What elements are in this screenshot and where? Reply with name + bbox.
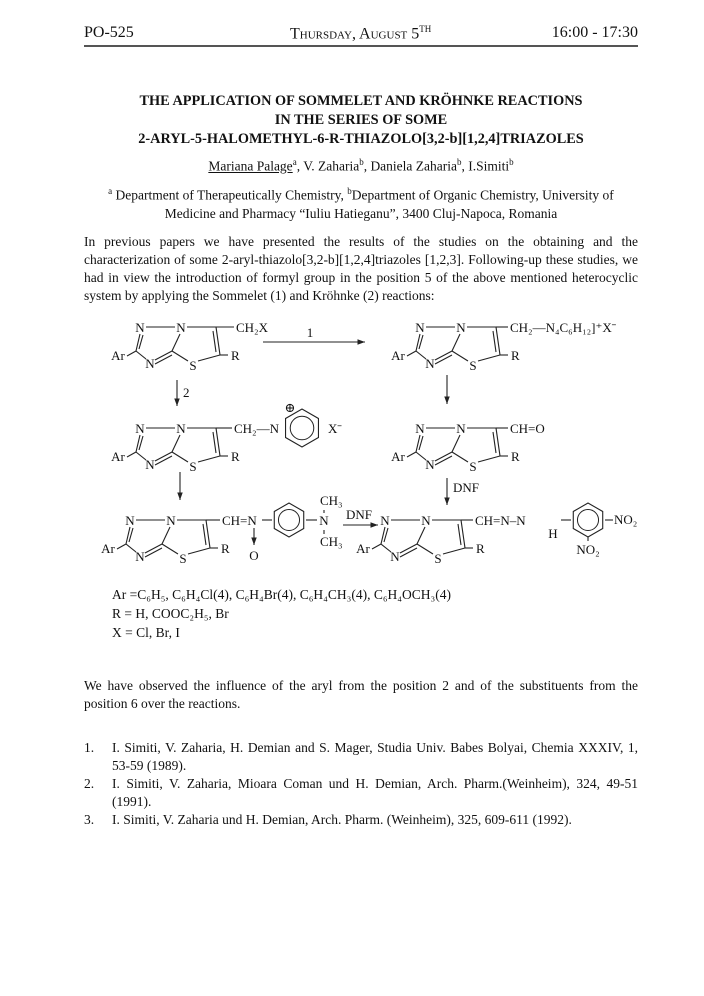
aff-sup: a: [108, 186, 113, 196]
atom-n4: N: [456, 320, 466, 335]
atom-n4: N: [166, 513, 176, 528]
bond: [452, 351, 468, 361]
substituent-aldehyde: CH=O: [510, 421, 545, 436]
aryl-label: Ar: [391, 449, 405, 464]
bond: [458, 524, 461, 545]
bond: [213, 432, 216, 453]
bond: [400, 548, 417, 557]
arrow-label-dnf: DNF: [453, 480, 480, 495]
definition-ar: Ar =C₆H₅, C₆H₄Cl(4), C₆H₄Br(4), C₆H₄CH₃(4), C₆H₄OCH₃(4): [112, 587, 451, 602]
atom-n4: N: [176, 421, 186, 436]
atom-s: S: [434, 551, 442, 566]
bond: [172, 452, 188, 462]
bond: [461, 520, 465, 548]
arrow-label-2: 2: [183, 385, 190, 400]
arrow-head: [174, 398, 179, 406]
aryl-label: Ar: [111, 348, 125, 363]
bond: [188, 548, 210, 554]
r-label: R: [231, 348, 240, 363]
title-line: THE APPLICATION OF SOMMELET AND KRÖHNKE REACTIONS: [139, 93, 583, 109]
dinitrophenyl-ring-aromatic-circle: [577, 509, 598, 530]
atom-n1: N: [135, 320, 145, 335]
atom-n3: N: [145, 356, 155, 371]
bond: [452, 435, 460, 452]
phenyl-ring-aromatic-circle: [278, 509, 299, 530]
methyl-bottom: CH₃: [320, 534, 343, 549]
bond: [172, 334, 180, 351]
atom-n3: N: [135, 549, 145, 564]
substituent-hydrazone: CH=N–N: [475, 513, 526, 528]
author: I.Simiti: [468, 158, 510, 174]
references: [84, 739, 638, 829]
substituent-hexaminium: CH₂—N₄C₆H₁₂]⁺Xˉ: [510, 320, 617, 335]
bond: [172, 351, 188, 361]
atom-n4: N: [176, 320, 186, 335]
r-label: R: [476, 541, 485, 556]
intro-paragraph: In previous papers we have presented the results of the studies on the obtaining and the characterization of some 2-aryl-thiazolo[3,2-b][1,2,4]triazoles [1,2,3]. Following-up these studies, we had in view the introduction of formyl group in the position 5 of the above mentioned heterocyclic system by applying the Sommelet (1) and Kröhnke (2) reactions:: [84, 234, 638, 303]
day-sup: TH: [419, 24, 432, 34]
atom-n3: N: [425, 356, 435, 371]
r-label: R: [231, 449, 240, 464]
atom-n1: N: [415, 320, 425, 335]
nitro-para: NO₂: [614, 512, 638, 527]
aff-a: Department of Therapeutically Chemistry,: [112, 187, 348, 203]
aryl-label: Ar: [111, 449, 125, 464]
arrow-label-dnf: DNF: [345, 507, 373, 522]
bond: [126, 544, 136, 552]
bond: [127, 452, 136, 457]
ref-text: I. Simiti, V. Zaharia, Mioara Coman und H. Demian, Arch. Pharm.(Weinheim), 324, 49-51 (1991).: [112, 776, 638, 809]
bond: [162, 527, 170, 544]
author: Daniela Zaharia: [370, 158, 458, 174]
dimethylamino-n: N: [319, 513, 329, 528]
bond: [416, 351, 426, 359]
reference-item: [84, 739, 638, 775]
bond: [407, 452, 416, 457]
day-text: Thursday, August 5: [290, 25, 420, 43]
atom-n3: N: [145, 457, 155, 472]
bond: [435, 355, 452, 364]
oxygen-label: O: [249, 548, 259, 563]
bond: [400, 544, 417, 553]
bond: [162, 544, 178, 554]
aff-b: Department of Organic Chemistry, University of Medicine and Pharmacy “Iuliu Hatieganu”, 3400 Cluj-Napoca, Romania: [164, 187, 614, 221]
bond: [206, 520, 210, 548]
bond: [145, 544, 162, 553]
aff-sup: b: [347, 186, 352, 196]
anion-label: Xˉ: [328, 421, 342, 436]
bond: [443, 548, 465, 554]
arrow-head: [357, 339, 365, 344]
ref-number: 2.: [84, 776, 95, 791]
aryl-label: Ar: [356, 541, 370, 556]
substituent-ch2x: CH₂X: [236, 320, 268, 335]
bond: [136, 351, 146, 359]
bond: [435, 452, 452, 461]
conclusion-paragraph: We have observed the influence of the aryl from the position 2 and of the substituents from the position 6 over the reactions.: [84, 678, 638, 711]
author-sup: b: [509, 157, 514, 167]
author: Mariana Palage: [208, 158, 293, 174]
bond: [452, 334, 460, 351]
bond: [493, 432, 496, 453]
bond: [198, 456, 220, 462]
atom-n1: N: [380, 513, 390, 528]
title-line: IN THE SERIES OF SOME: [274, 112, 448, 128]
ref-number: 3.: [84, 812, 95, 827]
bond: [127, 351, 136, 356]
substituent-nitrone: CH=N: [222, 513, 257, 528]
atom-s: S: [189, 358, 197, 373]
author-sup: a: [292, 157, 297, 167]
bond: [478, 355, 500, 361]
arrow-head: [444, 497, 449, 505]
atom-s: S: [469, 459, 477, 474]
bond: [198, 355, 220, 361]
positive-charge: ⊕: [284, 400, 296, 415]
atom-n3: N: [390, 549, 400, 564]
aryl-label: Ar: [101, 541, 115, 556]
ref-number: 1.: [84, 740, 95, 755]
bond: [452, 452, 468, 462]
bond: [216, 327, 220, 355]
arrow-head: [251, 537, 256, 545]
bond: [117, 544, 126, 549]
definition-r: R = H, COOC₂H₅, Br: [112, 606, 229, 621]
session-time: 16:00 - 17:30: [551, 24, 638, 41]
bond: [145, 548, 162, 557]
bond: [372, 544, 381, 549]
session-code: PO-525: [84, 24, 134, 41]
bond: [417, 544, 433, 554]
reference-item: [84, 811, 638, 829]
pyridinium-ring-aromatic-circle: [290, 416, 314, 440]
atom-s: S: [179, 551, 187, 566]
atom-n1: N: [135, 421, 145, 436]
bond: [435, 351, 452, 360]
author-sup: b: [359, 157, 364, 167]
ref-text: I. Simiti, V. Zaharia, H. Demian and S. Mager, Studia Univ. Babes Bolyai, Chemia XXXIV, 1, 53-59 (1989).: [112, 740, 638, 773]
bond: [478, 456, 500, 462]
methyl-top: CH₃: [320, 493, 343, 508]
substituent-ch2-pyridinium: CH₂—N: [234, 421, 279, 436]
bond: [136, 452, 146, 460]
aryl-label: Ar: [391, 348, 405, 363]
definition-x: X = Cl, Br, I: [112, 625, 180, 640]
bond: [213, 331, 216, 352]
title-line: 2-ARYL-5-HALOMETHYL-6-R-THIAZOLO[3,2-b][1,2,4]TRIAZOLES: [138, 131, 584, 147]
bond: [155, 456, 172, 465]
bond: [496, 327, 500, 355]
nitro-ortho: NO₂: [576, 542, 600, 557]
bond: [407, 351, 416, 356]
bond: [496, 428, 500, 456]
arrow-label-1: 1: [306, 325, 314, 340]
atom-n3: N: [425, 457, 435, 472]
bond: [417, 527, 425, 544]
reference-item: [84, 775, 638, 811]
author: V. Zaharia: [303, 158, 360, 174]
atom-n4: N: [421, 513, 431, 528]
arrow-head: [177, 492, 182, 500]
r-label: R: [511, 348, 520, 363]
bond: [435, 456, 452, 465]
r-label: R: [511, 449, 520, 464]
atom-n1: N: [415, 421, 425, 436]
definitions: [112, 585, 451, 642]
atom-s: S: [469, 358, 477, 373]
r-label: R: [221, 541, 230, 556]
bond: [155, 452, 172, 461]
atom-n1: N: [125, 513, 135, 528]
ref-text: I. Simiti, V. Zaharia und H. Demian, Arch. Pharm. (Weinheim), 325, 609-611 (1992).: [112, 812, 572, 827]
bond: [172, 435, 180, 452]
arrow-head: [444, 396, 449, 404]
hydrazone-h: H: [548, 526, 558, 541]
bond: [155, 355, 172, 364]
bond: [155, 351, 172, 360]
bond: [216, 428, 220, 456]
authors: Mariana Palage$^a$, V. Zaharia$^b$, Daniela Zaharia$^b$, I.Simiti$^b$: [208, 157, 514, 174]
bond: [381, 544, 391, 552]
atom-n4: N: [456, 421, 466, 436]
bond: [493, 331, 496, 352]
arrow-head: [370, 522, 378, 527]
bond: [416, 452, 426, 460]
bond: [203, 524, 206, 545]
author-sup: b: [457, 157, 462, 167]
atom-s: S: [189, 459, 197, 474]
